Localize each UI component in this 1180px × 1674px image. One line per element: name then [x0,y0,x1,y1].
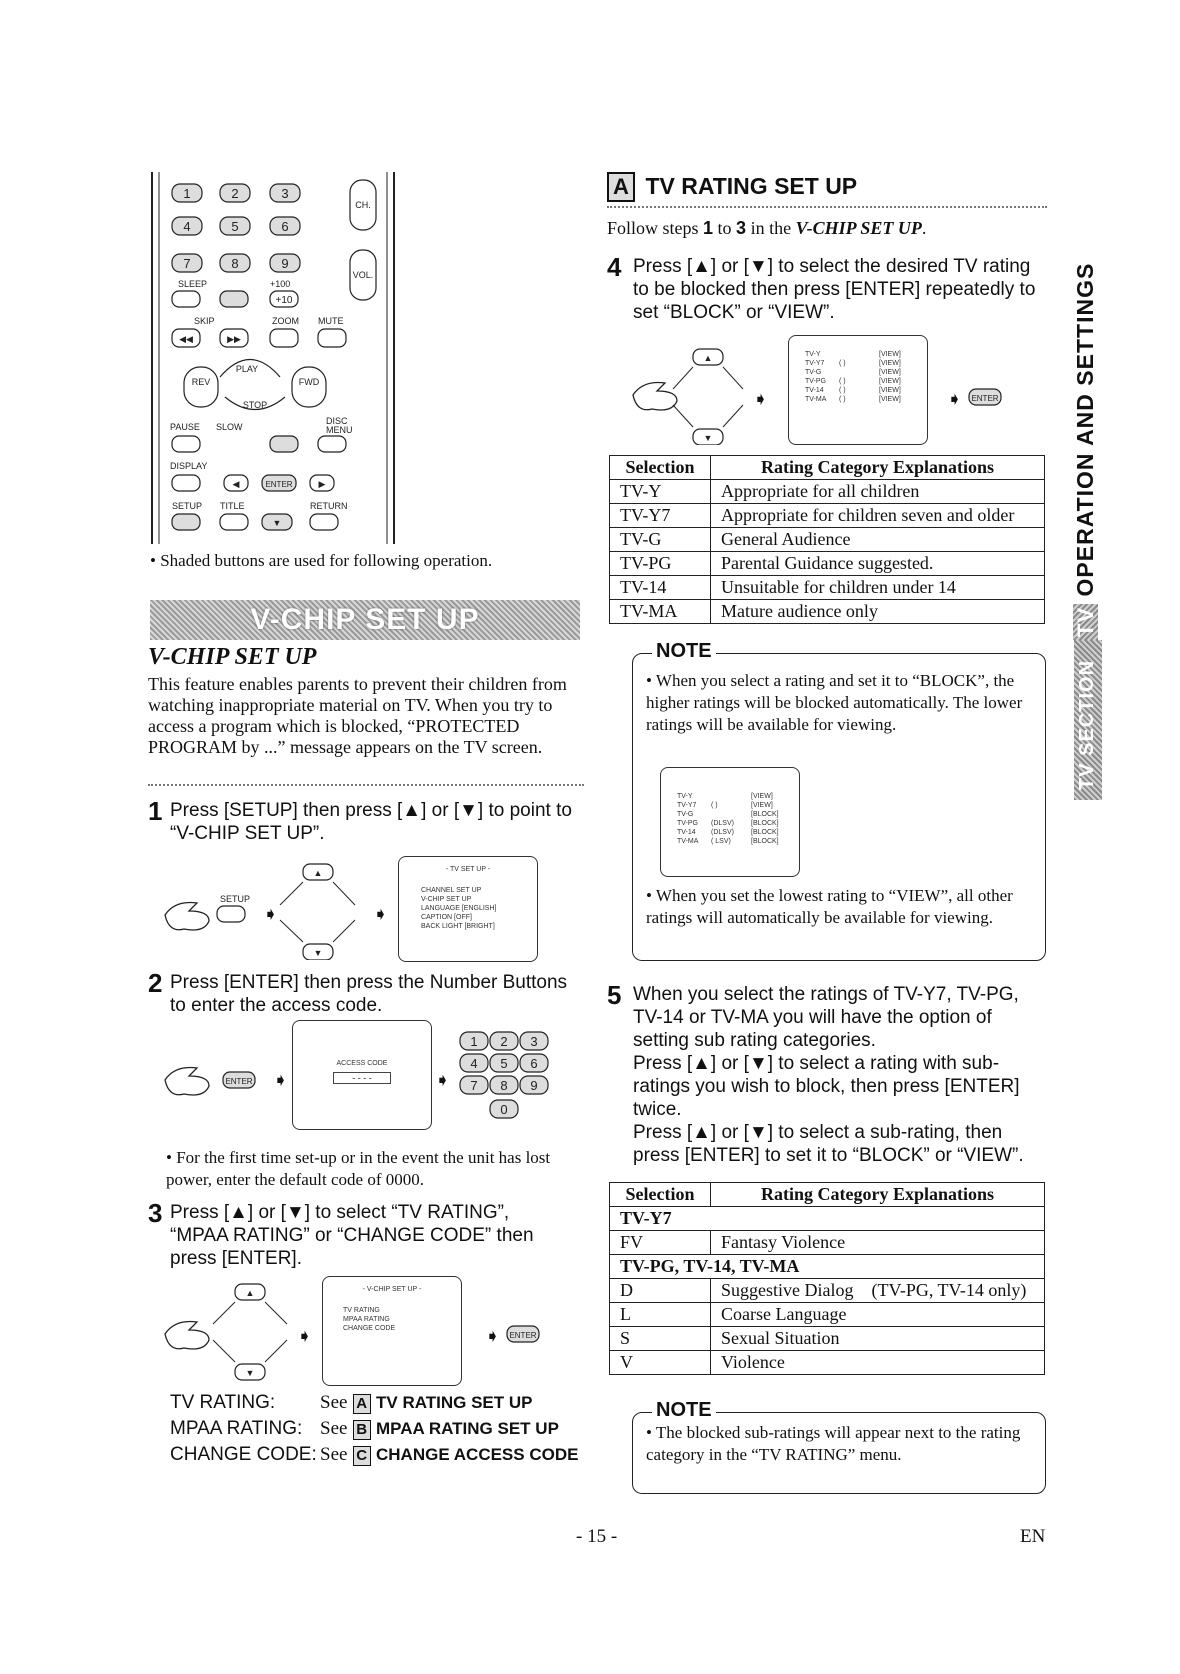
keypad-label: 9 [530,1078,538,1093]
keypad-label: 3 [530,1034,538,1049]
digit-label: 9 [281,256,289,271]
screen-row: TV-14 ( ) [VIEW] [805,387,901,394]
svg-text:PAUSE: PAUSE [170,422,200,432]
svg-text:SLEEP: SLEEP [178,279,208,289]
follow-steps: Follow steps 1 to 3 in the V-CHIP SET UP. [607,218,927,238]
keypad-label: 2 [500,1034,508,1049]
table-row: TV-PG Parental Guidance suggested. [610,552,1045,576]
svg-text:SETUP: SETUP [220,894,251,904]
section-badge: C [353,1446,371,1466]
access-code-screen: ACCESS CODE - - - - [292,1020,432,1130]
hand-icon [165,903,209,931]
svg-text:▼: ▼ [313,948,323,958]
ch-label: CH. [355,200,371,210]
tv-setup-screen: - TV SET UP - CHANNEL SET UP V-CHIP SET UP LANGUAGE [ENGLISH] CAPTION [OFF] BACK LIGHT [BRIGHT] [398,856,538,962]
screen-row: TV-MA ( LSV) [BLOCK] [677,838,779,845]
step-1: 1 Press [SETUP] then press [▲] or [▼] to point to “V-CHIP SET UP”. [148,796,572,844]
svg-text:▶▶: ▶▶ [227,334,241,344]
sub-rating-table [609,1182,1045,1375]
vchip-intro: This feature enables parents to prevent their children from watching inappropriate material on TV. When you try to access a program which is blocked, “PROTECTED PROGRAM by ...” message appears on the TV screen. [148,674,567,757]
svg-text:SETUP: SETUP [172,501,203,511]
svg-text:➧: ➧ [485,1326,501,1346]
table-row: TV-Y7 Appropriate for children seven and older [610,504,1045,528]
svg-text:▼: ▼ [272,518,282,528]
screen-row: TV-14 (DLSV) [BLOCK] [677,829,779,836]
screen-row: TV-G [VIEW] [805,369,901,376]
note-title: NOTE [652,640,716,663]
svg-text:ZOOM: ZOOM [272,316,299,326]
default-code-note: • For the first time set-up or in the event the unit has lost power, enter the default code of 0000. [166,1148,551,1189]
note2-bullet: • The blocked sub-ratings will appear next to the rating category in the “TV RATING” menu. [646,1423,1021,1464]
screen-row: BACK LIGHT [BRIGHT] [421,923,495,930]
svg-text:ENTER: ENTER [225,1077,253,1086]
side-label-operation: TV OPERATION AND SETTINGS [1072,263,1099,640]
svg-text:MUTE: MUTE [318,316,344,326]
note1-bullet2: • When you set the lowest rating to “VIEW”, all other ratings will automatically be available for viewing. [646,886,1013,927]
svg-text:+100: +100 [270,279,291,289]
digit-label: 5 [231,219,239,234]
section-badge: A [353,1394,371,1414]
table-row: FV Fantasy Violence [610,1231,1045,1255]
side-tab-tv-section: TV SECTION [1074,640,1102,800]
svg-text:▲: ▲ [245,1288,255,1298]
keypad-label: 5 [500,1056,508,1071]
keypad-label: 4 [470,1056,478,1071]
keypad-label: 7 [470,1078,478,1093]
vchip-banner: V-CHIP SET UP [150,600,580,640]
svg-text:TITLE: TITLE [220,501,245,511]
col-header: Rating Category Explanations [711,1183,1045,1207]
reference-item: MPAA RATING: See B MPAA RATING SET UP [170,1418,559,1439]
svg-text:➧: ➧ [373,904,389,924]
hand-icon [165,1322,209,1350]
screen-row: CHANNEL SET UP [421,887,482,894]
col-header: Rating Category Explanations [711,456,1045,480]
svg-text:+10: +10 [275,295,293,306]
svg-text:ENTER: ENTER [509,1331,537,1340]
keypad-label: 8 [500,1078,508,1093]
svg-text:RETURN: RETURN [310,501,348,511]
digit-label: 8 [231,256,239,271]
svg-text:PLAY: PLAY [235,364,259,374]
svg-text:➧: ➧ [753,389,769,409]
tv-rating-screen [788,335,928,445]
table-row: TV-14 Unsuitable for children under 14 [610,576,1045,600]
divider [148,784,584,786]
svg-text:▼: ▼ [245,1368,255,1378]
rating-table [609,455,1045,624]
access-code-field: - - - - [333,1072,391,1084]
hand-icon [165,1068,209,1096]
svg-text:➧: ➧ [273,1070,289,1090]
step-4: 4 Press [▲] or [▼] to select the desired TV rating to be blocked then press [ENTER] repeatedly to set “BLOCK” or “VIEW”. [607,252,1036,323]
svg-text:▶: ▶ [318,479,326,489]
svg-text:STOP: STOP [242,400,268,410]
remote-illustration [150,172,396,544]
screen-row: TV-PG (DLSV) [BLOCK] [677,820,779,827]
table-row: TV-Y Appropriate for all children [610,480,1045,504]
reference-item: TV RATING: See A TV RATING SET UP [170,1392,533,1413]
group-row: TV-Y7 [610,1207,1045,1231]
group-row: TV-PG, TV-14, TV-MA [610,1255,1045,1279]
svg-text:◀: ◀ [232,479,240,489]
table-row: L Coarse Language [610,1303,1045,1327]
digit-label: 2 [231,186,239,201]
screen-row: TV-Y7 ( ) [VIEW] [677,802,773,809]
note-title: NOTE [652,1399,716,1422]
keypad-label: 6 [530,1056,538,1071]
shaded-buttons-note: • Shaded buttons are used for following operation. [150,551,493,570]
digit-label: 6 [281,219,289,234]
col-header: Selection [610,1183,711,1207]
svg-text:▲: ▲ [313,868,323,878]
screen-row: TV-MA ( ) [VIEW] [805,396,901,403]
screen-row: LANGUAGE [ENGLISH] [421,905,497,912]
table-row: D Suggestive Dialog (TV-PG, TV-14 only) [610,1279,1045,1303]
hand-icon [633,383,677,411]
screen-row: CAPTION [OFF] [421,914,472,921]
digit-label: 1 [183,186,191,201]
reference-list [170,1390,600,1468]
svg-text:SKIP: SKIP [194,316,215,326]
svg-text:FWD: FWD [298,377,320,387]
svg-text:SLOW: SLOW [216,422,243,432]
step1-button-diagram [155,860,405,960]
svg-text:➧: ➧ [263,904,279,924]
col-header: Selection [610,456,711,480]
svg-text:➧: ➧ [297,1326,313,1346]
language-code: EN [1020,1526,1046,1547]
screen-row: TV RATING [343,1307,380,1314]
svg-text:DISC: DISC [326,416,348,426]
screen-row: TV-Y [VIEW] [677,793,773,800]
svg-text:DISPLAY: DISPLAY [170,461,208,471]
keypad-label: 1 [470,1034,478,1049]
reference-item: CHANGE CODE: See C CHANGE ACCESS CODE [170,1444,579,1465]
screen-row: MPAA RATING [343,1316,390,1323]
table-row: V Violence [610,1351,1045,1375]
step-3: 3 Press [▲] or [▼] to select “TV RATING”, “MPAA RATING” or “CHANGE CODE” then press [ENTER]. [148,1198,534,1269]
section-badge: B [353,1420,371,1440]
svg-text:MENU: MENU [326,425,353,435]
screen-row: V-CHIP SET UP [421,896,472,903]
table-row: TV-MA Mature audience only [610,600,1045,624]
table-row: TV-G General Audience [610,528,1045,552]
svg-text:▲: ▲ [703,353,713,363]
blocked-ratings-screen [660,767,800,877]
step-5: 5 When you select the ratings of TV-Y7, TV-PG, TV-14 or TV-MA you will have the option of setting sub rating categories. Press [▲] or [▼] to select a rating with sub-ratings you wish to block, then press [ENTER] twice. Press [▲] or [▼] to select a sub-rating, then press [ENTER] to set it to “BLOCK” or “VIEW”. [607,980,1024,1166]
divider [607,206,1047,208]
svg-text:ENTER: ENTER [971,394,999,403]
svg-text:▼: ▼ [703,433,713,443]
digit-label: 7 [183,256,191,271]
vchip-section-title: V-CHIP SET UP [148,644,317,670]
screen-row: CHANGE CODE [343,1325,396,1332]
section-badge-a: A [607,172,635,202]
tv-rating-heading: A TV RATING SET UP [607,172,857,202]
step-2: 2 Press [ENTER] then press the Number Buttons to enter the access code. [148,968,568,1016]
svg-text:VOL.: VOL. [352,270,374,280]
screen-row: TV-Y7 ( ) [VIEW] [805,360,901,367]
svg-text:➧: ➧ [947,389,963,409]
digit-label: 3 [281,186,289,201]
vchip-setup-screen: - V-CHIP SET UP - TV RATING MPAA RATING CHANGE CODE [322,1276,462,1386]
screen-row: TV-Y [VIEW] [805,351,901,358]
svg-text:ENTER: ENTER [265,480,293,489]
page-number: - 15 - [576,1526,618,1547]
keypad-label: 0 [500,1102,508,1117]
digit-label: 4 [183,219,191,234]
svg-text:➧: ➧ [435,1070,451,1090]
svg-text:◀◀: ◀◀ [179,334,193,344]
screen-row: TV-PG ( ) [VIEW] [805,378,901,385]
screen-row: TV-G [BLOCK] [677,811,779,818]
note1-bullet1: • When you select a rating and set it to “BLOCK”, the higher ratings will be blocked automatically. The lower ratings will be available for viewing. [646,671,1023,734]
table-row: S Sexual Situation [610,1327,1045,1351]
svg-text:REV: REV [191,377,211,387]
